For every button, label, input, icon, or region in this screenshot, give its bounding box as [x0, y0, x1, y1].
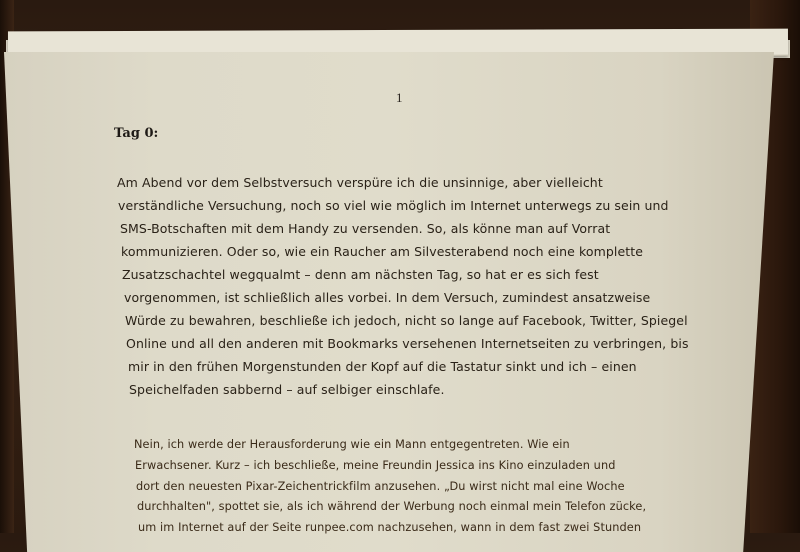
text-line: Würde zu bewahren, beschließe ich jedoch, nicht so lange auf Facebook, Twitter, Spiegel [125, 313, 688, 328]
text-line: kommunizieren. Oder so, wie ein Raucher am Silvesterabend noch eine komplette [121, 244, 644, 259]
page-number: 1 [396, 90, 403, 105]
text-line: Zusatzschachtel wegqualmt – denn am nächsten Tag, so hat er es sich fest [122, 267, 599, 282]
text-line: Speichelfaden sabbernd – auf selbiger einschlafe. [129, 382, 445, 397]
text-line: durchhalten", spottet sie, als ich während der Werbung noch einmal mein Telefon zücke, [137, 500, 647, 514]
text-line: Nein, ich werde der Herausforderung wie ein Mann entgegentreten. Wie ein [134, 438, 570, 451]
text-line: Online und all den anderen mit Bookmarks versehenen Internetseiten zu verbringen, bis [126, 336, 689, 351]
text-line: Erwachsener. Kurz – ich beschließe, meine Freundin Jessica ins Kino einzuladen und [135, 458, 616, 472]
text-line: mir in den frühen Morgenstunden der Kopf auf die Tastatur sinkt und ich – einen [128, 359, 637, 374]
text-line: SMS-Botschaften mit dem Handy zu versenden. So, als könne man auf Vorrat [120, 221, 611, 236]
paragraph-2 [134, 437, 646, 541]
text-line: Am Abend vor dem Selbstversuch verspüre ich die unsinnige, aber vielleicht [117, 175, 603, 190]
chapter-heading: Tag 0: [114, 126, 159, 141]
text-line: dort den neuesten Pixar-Zeichentrickfilm anzusehen. „Du wirst nicht mal eine Woche [136, 479, 625, 493]
text-line: verständliche Versuchung, noch so viel wie möglich im Internet unterwegs zu sein und [118, 198, 669, 213]
text-line: um im Internet auf der Seite runpee.com nachzusehen, wann in dem fast zwei Stunden [138, 521, 642, 535]
text-line: vorgenommen, ist schließlich alles vorbei. In dem Versuch, zumindest ansatzweise [124, 290, 651, 305]
paragraph-1 [117, 174, 689, 404]
